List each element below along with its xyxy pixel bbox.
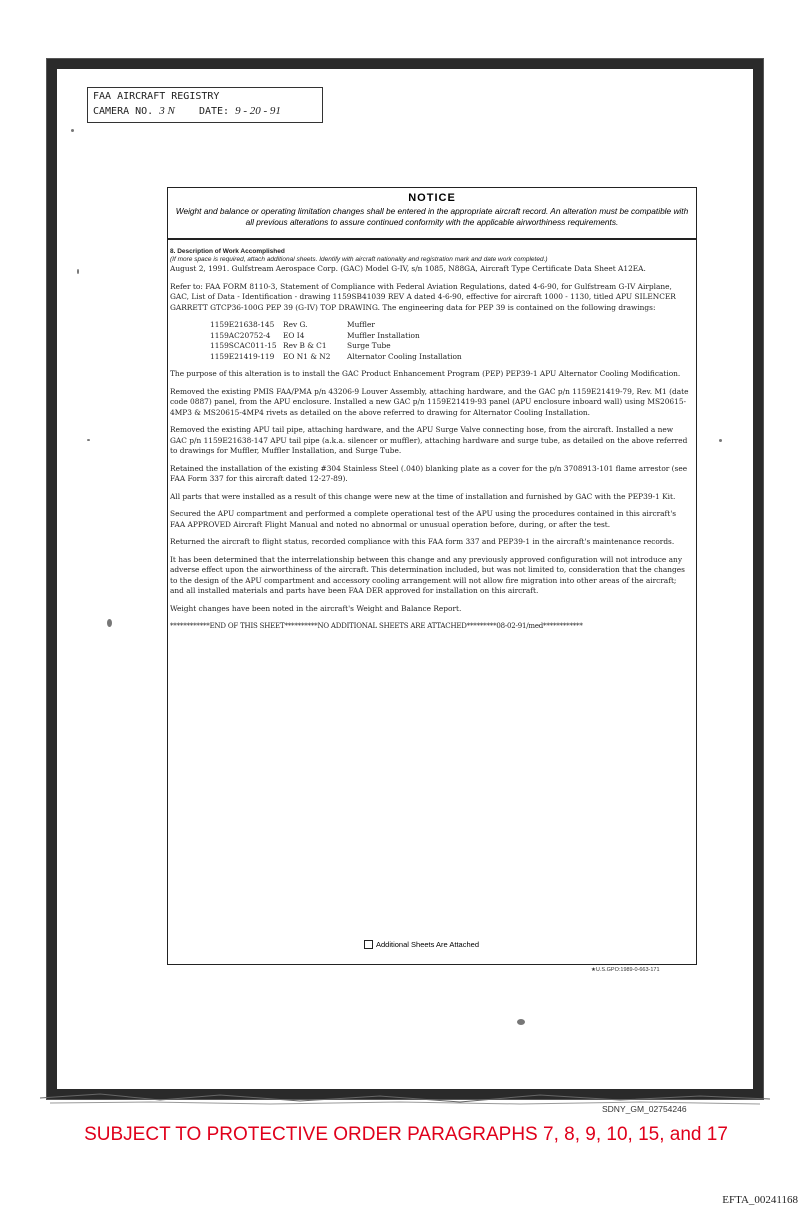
section-subtitle: (If more space is required, attach additional sheets. Identify with aircraft nationality and registration mark and date work completed.) [170, 256, 548, 263]
paragraph-return: Returned the aircraft to flight status, recorded compliance with this FAA form 337 and PEP39-1 in the aircraft's maintenance records. [170, 537, 675, 546]
drawing-row [210, 341, 690, 352]
scan-speck [77, 269, 79, 274]
notice-text: Weight and balance or operating limitation changes shall be entered in the appropriate aircraft record. An alteration must be compatible with all previous alterations to assure continued conformity with the applicable airworthiness requirements. [175, 206, 689, 227]
scan-speck [517, 1019, 525, 1025]
end-of-sheet-line: ************END OF THIS SHEET**********NO ADDITIONAL SHEETS ARE ATTACHED*********08-02-91/med************ [170, 622, 583, 630]
drawing-number: 1159E21638-145 [210, 320, 275, 329]
drawing-title: Alternator Cooling Installation [347, 351, 462, 361]
drawing-row [210, 352, 690, 363]
drawing-title: Surge Tube [347, 341, 391, 350]
paragraph-parts: All parts that were installed as a result of this change were new at the time of installation and furnished by GAC with the PEP39-1 Kit. [170, 491, 676, 501]
checkbox-icon [364, 940, 373, 949]
scan-speck [719, 439, 722, 442]
drawing-rev: EO I4 [283, 330, 305, 340]
additional-sheets-label: Additional Sheets Are Attached [376, 940, 479, 949]
date-label: DATE: [198, 106, 230, 117]
paragraph-reference: Refer to: FAA FORM 8110-3, Statement of Compliance with Federal Aviation Regulations, dated 4-6-90, for Gulfstream G-IV Airplane, GAC, List of Data - Identification - drawing 1159SB41039 REV A dated 4-6-90, effective for aircraft 1000 - 1130, titled APU SILENCER GARRETT GTCP36-100G PEP 39 (G-IV) TOP DRAWING. The engineering data for PEP 39 is contained on the following drawings: [170, 281, 676, 312]
paragraph-blanking-plate: Retained the installation of the existing #304 Stainless Steel (.040) blanking plate as a cover for the p/n 3708913-101 flame arrestor (see FAA Form 337 for this aircraft dated 12-27-89). [170, 463, 688, 483]
drawing-title: Muffler Installation [347, 330, 420, 340]
stamp-line2 [93, 104, 317, 119]
scan-speck [107, 619, 112, 627]
additional-sheets [364, 940, 479, 949]
paragraph-aircraft: August 2, 1991. Gulfstream Aerospace Corp. (GAC) Model G-IV, s/n 1085, N88GA, Aircraft Type Certificate Data Sheet A12EA. [170, 264, 646, 273]
paragraph-weight: Weight changes have been noted in the aircraft's Weight and Balance Report. [170, 603, 462, 613]
registry-stamp [87, 87, 323, 123]
efta-number: EFTA_00241168 [722, 1194, 798, 1206]
drawing-rev: EO N1 & N2 [283, 351, 331, 361]
drawing-rev: Rev G. [283, 320, 308, 329]
camera-value: 3 N [159, 105, 175, 117]
paragraph-purpose: The purpose of this alteration is to install the GAC Product Enhancement Program (PEP) PEP39-1 APU Alternator Cooling Modification. [170, 369, 681, 378]
faa-form-337 [167, 187, 697, 965]
drawing-row [210, 320, 690, 331]
drawing-list [210, 320, 690, 362]
section-title: 8. Description of Work Accomplished [170, 248, 285, 255]
paragraph-determination: It has been determined that the interrelationship between this change and any previously approved configuration will not introduce any adverse effect upon the airworthiness of the aircraft. This determination included, but was not limited to, consideration that the changes to the design of the APU compartment and accessory cooling arrangement will not allow fire migration into other areas of the aircraft; and all installed materials and parts have been FAA DER approved for installation on this aircraft. [170, 554, 685, 595]
stamp-line1: FAA AIRCRAFT REGISTRY [93, 91, 220, 102]
work-description [170, 248, 690, 632]
camera-label: CAMERA NO. [93, 106, 154, 117]
paragraph-louver-removal: Removed the existing PMIS FAA/PMA p/n 43206-9 Louver Assembly, attaching hardware, and the GAC p/n 1159E21419-79, Rev. M1 (date code 0887) panel, from the APU enclosure. Installed a new GAC p/n 1159E21419-93 panel (APU enclosure inboard wall) using MS20615-4MP3 & MS20615-4MP4 rivets as detailed on the above referred to drawing for Alternator Cooling Installation. [170, 386, 689, 417]
scanned-page [46, 58, 764, 1100]
notice-box [168, 188, 696, 240]
date-value: 9 - 20 - 91 [235, 105, 281, 117]
section-heading [170, 248, 690, 264]
protective-order-label: SUBJECT TO PROTECTIVE ORDER PARAGRAPHS 7, 8, 9, 10, 15, and 17 [84, 1124, 728, 1145]
notice-title: NOTICE [408, 192, 456, 204]
paragraph-test: Secured the APU compartment and performed a complete operational test of the APU using the procedures contained in this aircraft's FAA APPROVED Aircraft Flight Manual and noted no abnormal or unusual operation before, during, or after the test. [170, 509, 677, 529]
drawing-rev: Rev B & C1 [283, 341, 327, 350]
scan-speck [71, 129, 74, 132]
bates-number: SDNY_GM_02754246 [602, 1104, 687, 1114]
drawing-number: 1159E21419-119 [210, 351, 275, 361]
gpo-imprint: ★U.S.GPO:1989-0-663-171 [591, 967, 660, 973]
drawing-title: Muffler [347, 320, 375, 329]
drawing-row [210, 331, 690, 342]
paragraph-tailpipe: Removed the existing APU tail pipe, attaching hardware, and the APU Surge Valve connecting hose, from the aircraft. Installed a new GAC p/n 1159E21638-147 APU tail pipe (a.k.a. silencer or muffler), attaching hardware and surge tube, as detailed on the above referred to drawings for Muffler, Muffler Installation, and Surge Tube. [170, 425, 688, 455]
drawing-number: 1159AC20752-4 [210, 330, 271, 340]
drawing-number: 1159SCAC011-15 [210, 341, 277, 350]
scan-speck [87, 439, 90, 441]
